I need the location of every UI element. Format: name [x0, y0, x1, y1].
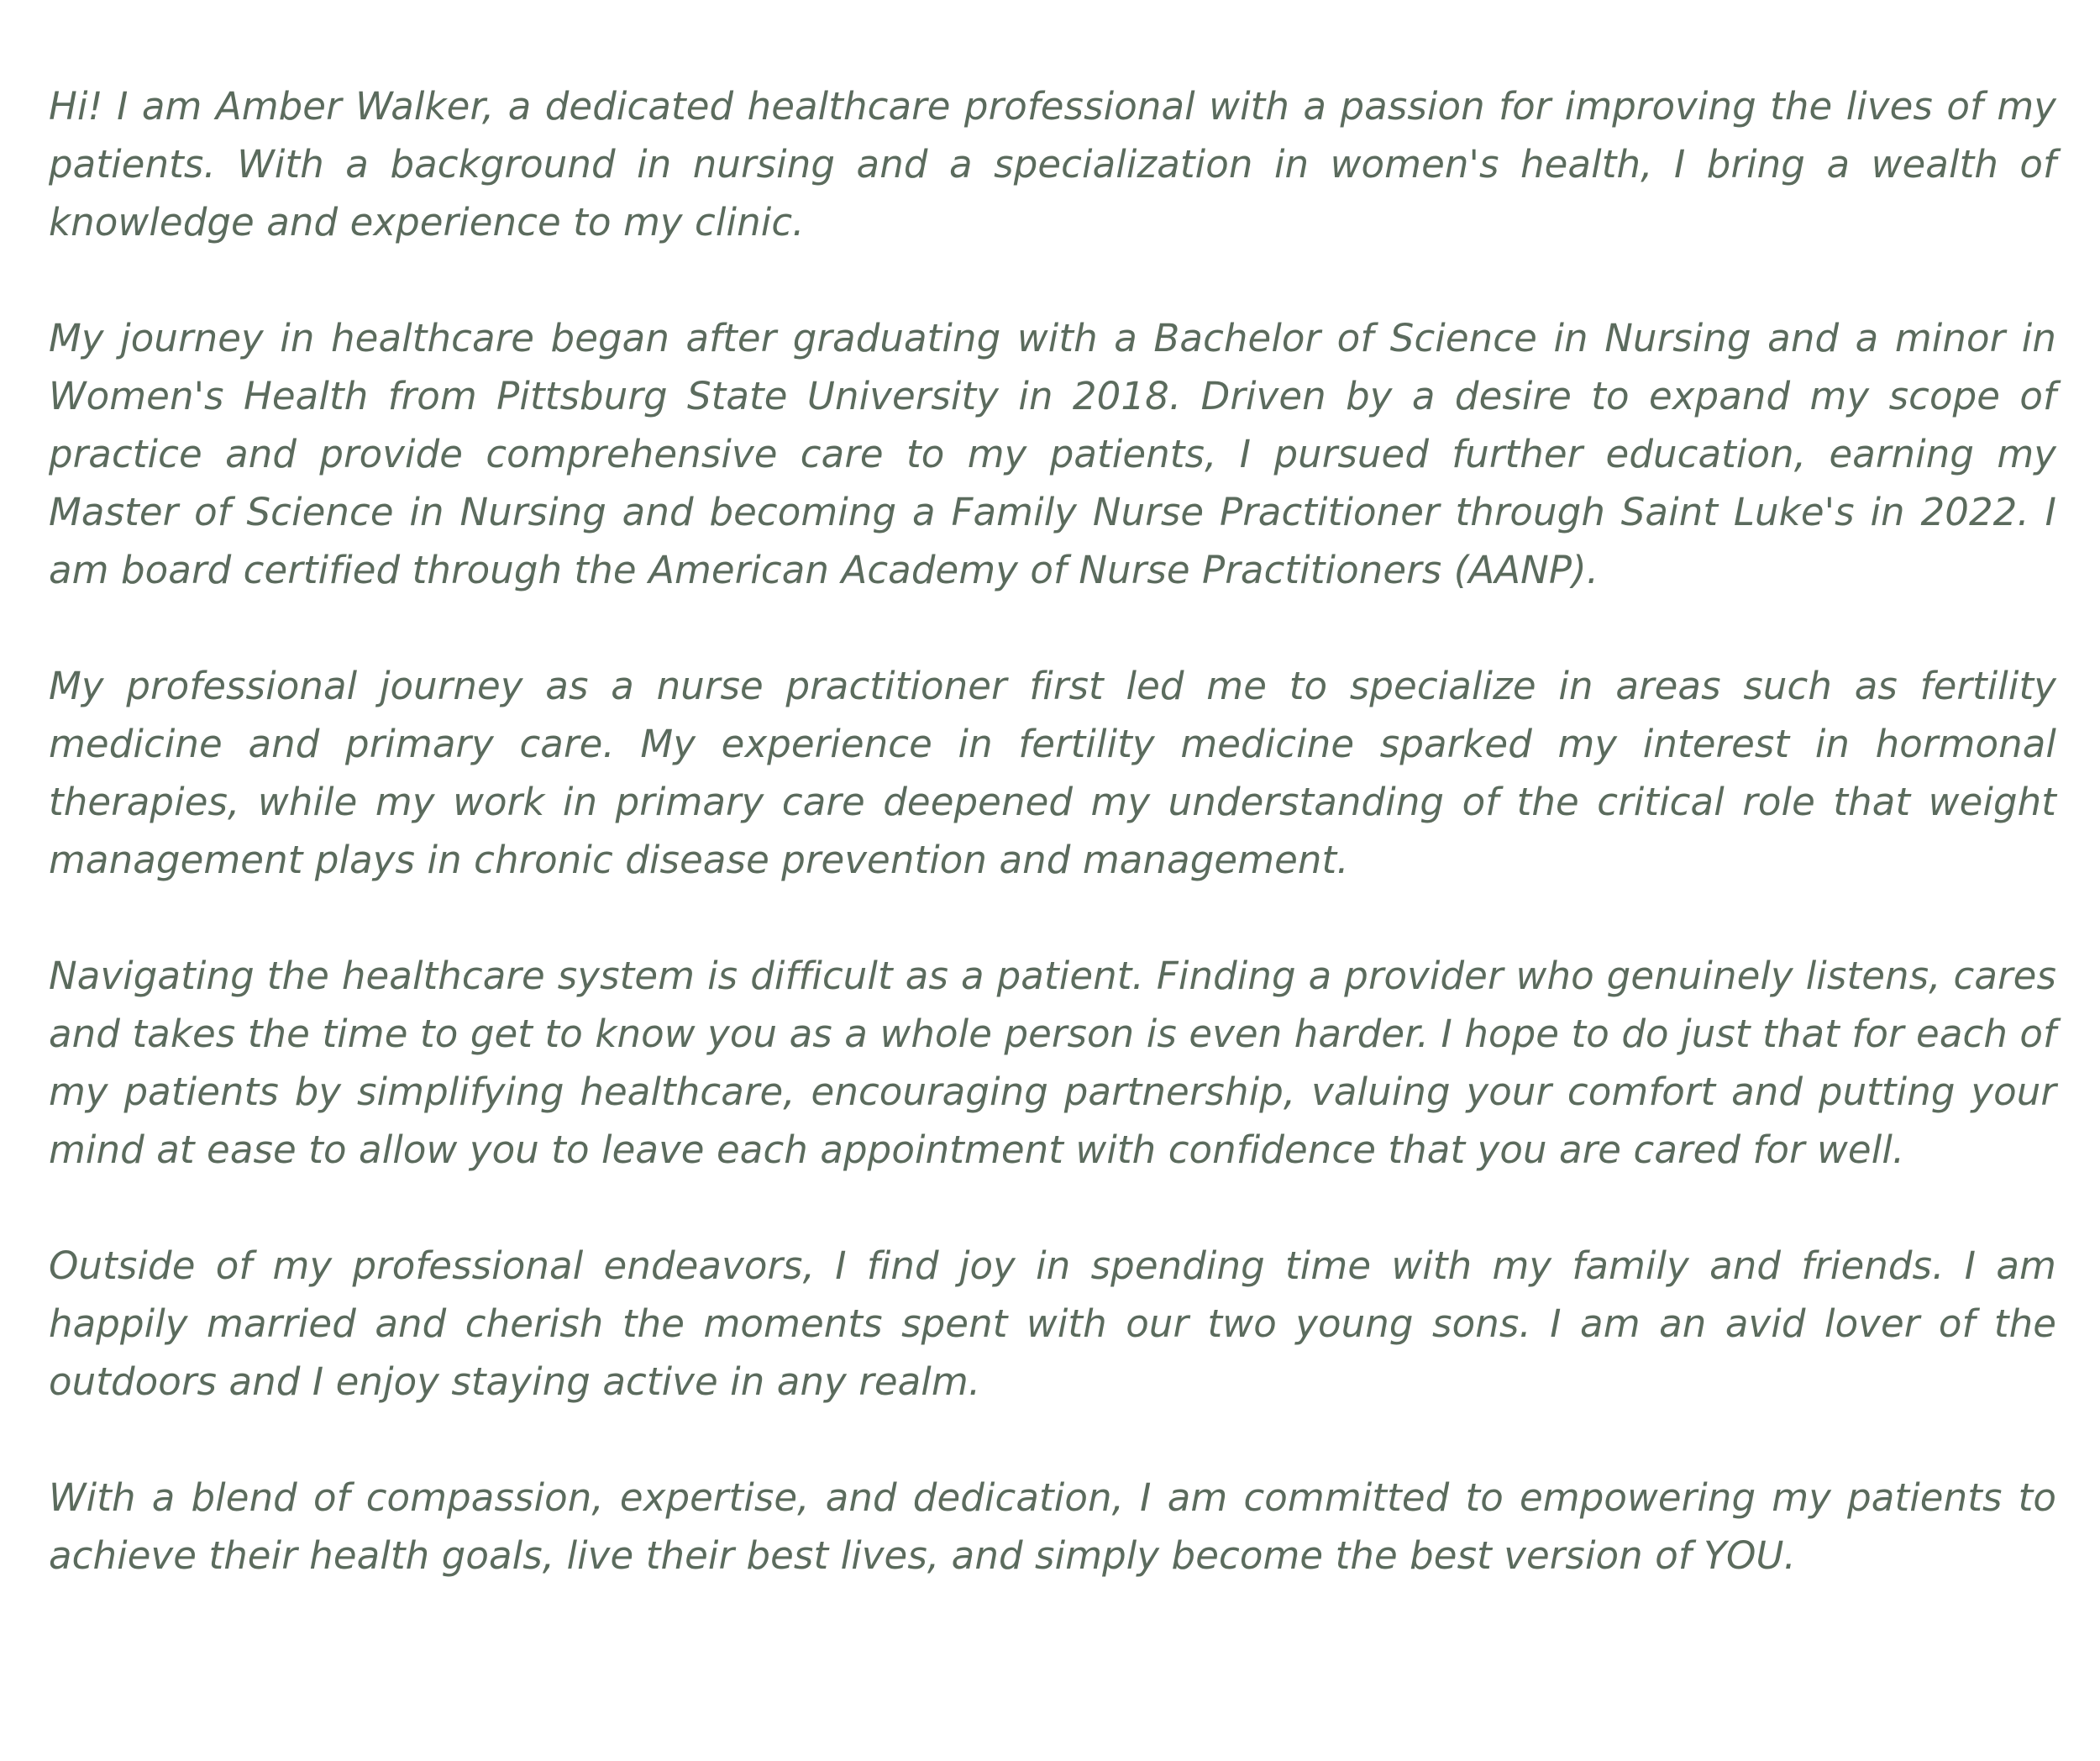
bio-paragraph-education: My journey in healthcare began after graduating with a Bachelor of Science in Nursing and a minor in Women's Health from Pittsburg State University in 2018. Driven by a desire to expand my scope of practice and provide comprehensive care to my patients, I pursued further education, earning my Master of Science in Nursing and becoming a Family Nurse Practitioner through Saint Luke's in 2022. I am board certified through the American Academy of Nurse Practitioners (AANP). [49, 316, 2056, 592]
bio-text-block [49, 77, 2056, 1585]
bio-paragraph-personal: Outside of my professional endeavors, I find joy in spending time with my family and friends. I am happily married and cherish the moments spent with our two young sons. I am an avid lover of the outdoors and I enjoy staying active in any realm. [49, 1243, 2056, 1404]
bio-paragraph-philosophy: Navigating the healthcare system is difficult as a patient. Finding a provider who genuinely listens, cares and takes the time to get to know you as a whole person is even harder. I hope to do just that for each of my patients by simplifying healthcare, encouraging partnership, valuing your comfort and putting your mind at ease to allow you to leave each appointment with confidence that you are cared for well. [49, 954, 2056, 1172]
bio-paragraph-closing: With a blend of compassion, expertise, and dedication, I am committed to empowering my patients to achieve their health goals, live their best lives, and simply become the best version of YOU. [49, 1475, 2056, 1578]
bio-paragraph-intro: Hi! I am Amber Walker, a dedicated healthcare professional with a passion for improving the lives of my patients. With a background in nursing and a specialization in women's health, I bring a wealth of knowledge and experience to my clinic. [49, 84, 2056, 244]
bio-paragraph-specialization: My professional journey as a nurse practitioner first led me to specialize in areas such as fertility medicine and primary care. My experience in fertility medicine sparked my interest in hormonal therapies, while my work in primary care deepened my understanding of the critical role that weight management plays in chronic disease prevention and management. [49, 664, 2056, 882]
